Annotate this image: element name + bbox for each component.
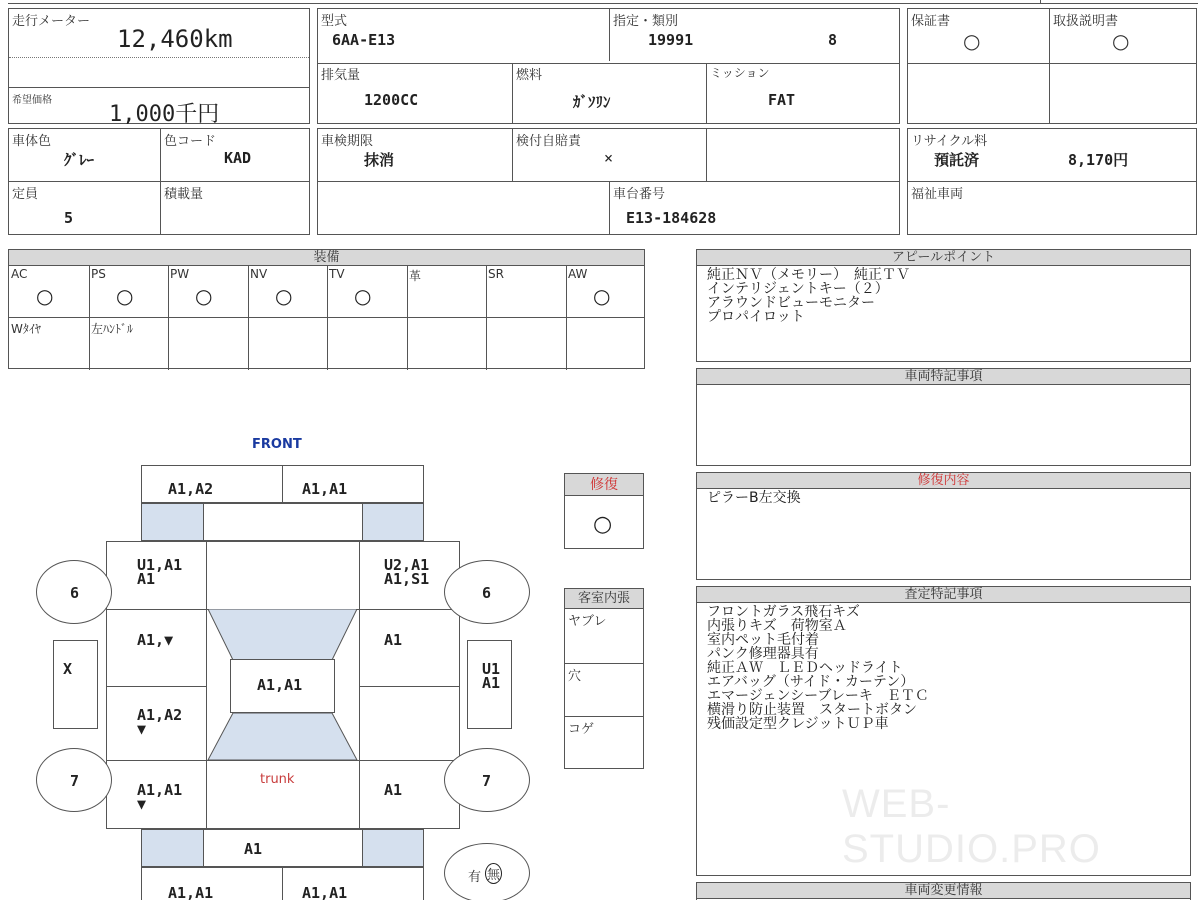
appeal-title: アピールポイント	[697, 250, 1190, 266]
warranty-label: 保証書	[911, 14, 951, 29]
rear-window	[208, 713, 357, 760]
equipment-check-mark: ○	[116, 284, 134, 308]
equipment-label: SR	[488, 267, 504, 281]
changes-box	[696, 882, 1191, 900]
color-box	[8, 128, 310, 235]
changes-title: 車両変更情報	[697, 883, 1190, 899]
equipment-label: PS	[91, 267, 106, 281]
mileage-price-box	[8, 8, 310, 127]
model-value: 6AA-E13	[332, 31, 396, 49]
rear-center-panel: A1	[244, 840, 263, 858]
spare-no-label: 無	[485, 863, 502, 884]
model-label: 型式	[321, 14, 348, 29]
right-mid-panel: A1	[384, 631, 403, 649]
inspection-box	[317, 128, 900, 235]
displacement-label: 排気量	[321, 68, 361, 83]
mission-label: ミッション	[710, 66, 770, 80]
assessment-text: フロントガラス飛石キズ 内張りキズ 荷物室Ａ 室内ペット毛付着 パンク修理器具有 純正ＡＷ ＬＥＤヘッドライト エアバッグ（サイド・カーテン） エマージェンシーブレーキ ＥＴＣ 横滑り防止装置 スタートボタン 残価設定型クレジットＵＰ車	[707, 604, 929, 732]
equipment-check-mark: ○	[275, 284, 293, 308]
displacement-value: 1200CC	[364, 91, 419, 109]
top-border	[8, 0, 1198, 4]
load-label: 積載量	[164, 187, 204, 202]
capacity-label: 定員	[12, 187, 39, 202]
trunk-label: trunk	[260, 772, 295, 787]
equipment-label: PW	[170, 267, 190, 281]
tire-front-right-value: 6	[482, 584, 492, 602]
equipment-box	[8, 249, 645, 369]
left-rear-door: A1,A2 ▼	[137, 706, 183, 738]
repair-marker-box	[564, 473, 644, 549]
recycle-value: 8,170円	[1068, 151, 1129, 169]
equipment-label: Wﾀｲﾔ	[11, 322, 41, 336]
appeal-text: 純正ＮＶ（メモリー） 純正ＴＶ インテリジェントキー（２） アラウンドビューモニター プロパイロット	[707, 267, 910, 325]
price-label: 希望価格	[12, 95, 52, 106]
equipment-label: AW	[568, 267, 588, 281]
left-front-door: U1,A1 A1	[137, 556, 183, 588]
tire-rear-right-value: 7	[482, 772, 492, 790]
tire-rear-left-value: 7	[70, 772, 80, 790]
interior-item: ヤブレ	[568, 614, 607, 629]
color-code-value: KAD	[224, 149, 252, 167]
left-mid-panel: A1,▼	[137, 631, 174, 649]
front-label: FRONT	[252, 437, 302, 452]
designation-value2: 8	[828, 31, 838, 49]
chassis-label: 車台番号	[613, 187, 666, 202]
equipment-check-mark: ○	[36, 284, 54, 308]
appeal-box	[696, 249, 1191, 362]
top-border-divider	[1040, 0, 1041, 4]
recycle-box	[907, 128, 1197, 235]
chassis-value: E13-184628	[626, 209, 717, 227]
assessment-title: 査定特記事項	[697, 587, 1190, 603]
designation-label: 指定・類別	[613, 14, 679, 29]
color-code-label: 色コード	[164, 134, 217, 149]
special-title: 車両特記事項	[697, 369, 1190, 385]
side-step-left-value: X	[63, 660, 73, 678]
right-rear-panel: A1	[384, 781, 403, 799]
repair-marker-title: 修復	[565, 474, 643, 496]
warranty-mark: ○	[963, 29, 981, 53]
interior-item: 穴	[568, 669, 582, 684]
front-right-panel: A1,A1	[302, 480, 348, 498]
equipment-check-mark: ○	[354, 284, 372, 308]
interior-title: 客室内張	[565, 589, 643, 609]
equipment-label: 左ﾊﾝﾄﾞﾙ	[91, 322, 134, 336]
model-box	[317, 8, 900, 124]
repair-marker-mark: ○	[593, 512, 613, 537]
repair-details-text: ピラーB左交換	[707, 490, 801, 506]
mileage-label: 走行メーター	[12, 14, 91, 29]
watermark: WEB-STUDIO.PRO	[842, 782, 1101, 871]
rear-left-bumper: A1,A1	[168, 884, 214, 900]
mission-value: FAT	[768, 91, 796, 109]
tire-front-left-value: 6	[70, 584, 80, 602]
equipment-check-mark: ○	[195, 284, 213, 308]
spare-yes-label: 有	[468, 870, 482, 885]
equipment-title: 装備	[9, 250, 644, 266]
capacity-value: 5	[64, 209, 74, 227]
insurance-label: 検付自賠責	[516, 134, 582, 149]
warranty-box	[907, 8, 1197, 124]
inspection-value: 抹消	[364, 151, 395, 169]
color-label: 車体色	[12, 134, 52, 149]
manual-label: 取扱説明書	[1053, 14, 1119, 29]
recycle-label: リサイクル料	[911, 134, 988, 149]
side-step-left	[53, 640, 98, 729]
rear-right-bumper: A1,A1	[302, 884, 348, 900]
equipment-label: TV	[329, 267, 345, 281]
windshield	[208, 609, 357, 660]
fuel-value: ｶﾞｿﾘﾝ	[573, 93, 611, 111]
insurance-value: ×	[604, 149, 614, 167]
recycle-status: 預託済	[934, 151, 980, 169]
roof-value: A1,A1	[257, 676, 303, 694]
mileage-value: 12,460km	[117, 25, 233, 53]
equipment-label: NV	[250, 267, 268, 281]
welfare-label: 福祉車両	[911, 187, 964, 202]
color-value: ｸﾞﾚｰ	[64, 151, 95, 169]
front-left-panel: A1,A2	[168, 480, 214, 498]
interior-item: コゲ	[568, 722, 595, 737]
manual-mark: ○	[1112, 29, 1130, 53]
inspection-label: 車検期限	[321, 134, 374, 149]
repair-details-title: 修復内容	[697, 473, 1190, 489]
equipment-label: 革	[409, 269, 422, 283]
designation-value: 19991	[648, 31, 694, 49]
side-step-right-value: U1 A1	[482, 660, 501, 692]
equipment-label: AC	[11, 267, 28, 281]
right-front-door: U2,A1 A1,S1	[384, 556, 430, 588]
fuel-label: 燃料	[516, 68, 543, 83]
car-diagram	[0, 430, 560, 900]
repair-details-box	[696, 472, 1191, 580]
price-value: 1,000千円	[109, 102, 220, 127]
interior-box	[564, 588, 644, 769]
equipment-check-mark: ○	[593, 284, 611, 308]
left-rear-panel: A1,A1 ▼	[137, 781, 183, 813]
special-box	[696, 368, 1191, 466]
